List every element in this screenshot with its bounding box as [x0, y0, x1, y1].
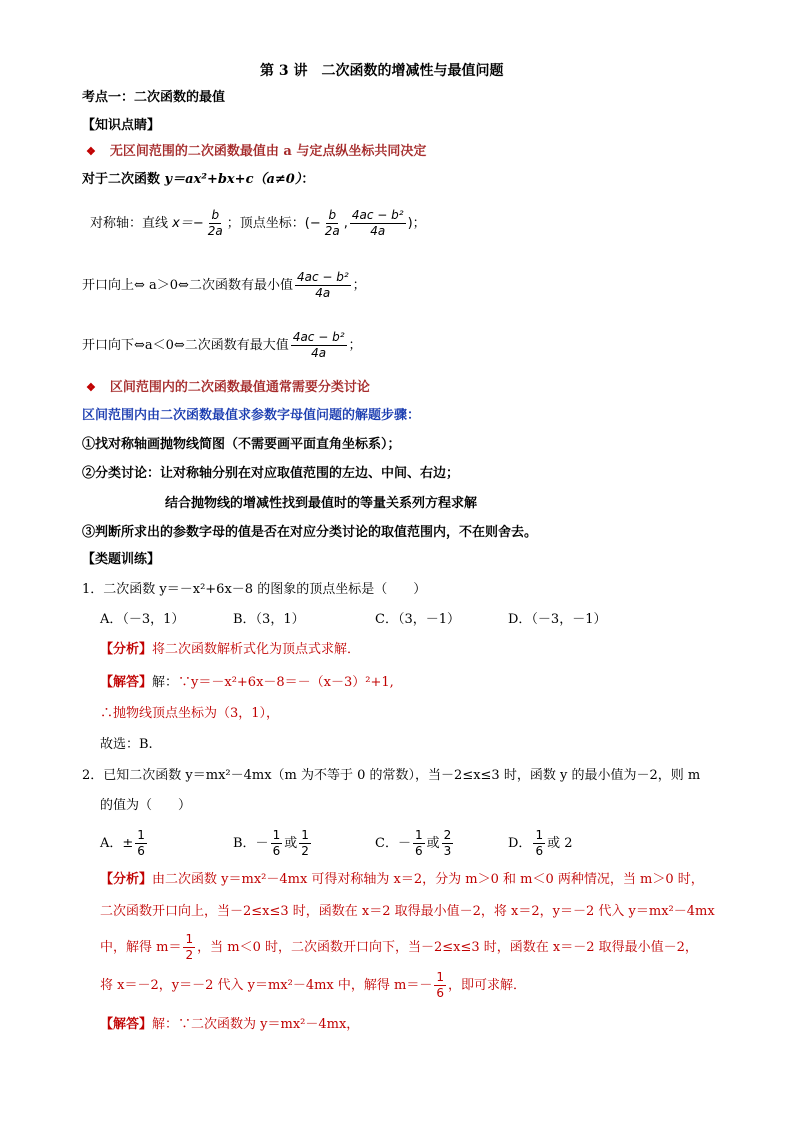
q2-optA-pre: A．±	[100, 836, 134, 851]
point2	[86, 379, 370, 397]
vertex-y-fraction	[350, 208, 406, 239]
open-down-line	[82, 326, 362, 366]
q1-answer-text: ∵y＝－x²+6x－8＝－（x－3）²+1,	[178, 675, 394, 690]
q2-option-a	[100, 826, 149, 862]
open-down-text: 开口向下⇔a＜0⇔二次函数有最大值	[82, 338, 289, 353]
section-leiti: 【类题训练】	[82, 552, 161, 567]
section-zhishi: 【知识点睛】	[82, 118, 161, 133]
q2-analysis-4	[100, 968, 526, 1004]
q2-a4-pre: 将 x＝－2，y＝－2 代入 y＝mx²－4mx 中，解得 m＝－	[100, 978, 433, 993]
q2-option-c	[375, 826, 455, 862]
diamond-bullet-icon: ❖	[86, 145, 96, 158]
q2-optC-frac2	[442, 828, 454, 859]
diamond-bullet-icon: ❖	[86, 381, 96, 394]
open-down-den: 4a	[311, 346, 327, 360]
q2-optD-pre: D．	[508, 836, 532, 851]
point1-text: 无区间范围的二次函数最值由 a 与定点纵坐标共同决定	[109, 144, 427, 159]
q2-answer	[100, 1016, 359, 1034]
q2-optB-num2: 1	[301, 828, 309, 842]
q2-a3-pre: 中，解得 m＝	[100, 940, 182, 955]
q2-a3-post: ，当 m＜0 时，二次函数开口向下，当－2≤x≤3 时，函数在 x＝－2 取得最小值－2，	[197, 940, 698, 955]
point2-text: 区间范围内的二次函数最值通常需要分类讨论	[109, 380, 370, 395]
q2-optB-frac2	[299, 828, 311, 859]
intro-line	[82, 171, 314, 189]
open-up-end: ；	[352, 278, 366, 293]
axis-frac-den: 2a	[207, 224, 223, 238]
q2-stem-2: 的值为（ ）	[100, 798, 192, 813]
axis-frac-num: b	[211, 208, 220, 222]
q2-optD-num: 1	[535, 828, 544, 842]
q2-optD-post: 或 2	[547, 836, 573, 851]
q1-option-c: C．（3，－1）	[375, 612, 460, 627]
axis-x-eq: x＝−	[172, 216, 204, 231]
open-up-text: 开口向上⇔ a＞0⇔二次函数有最小值	[82, 278, 293, 293]
q2-optB-num1: 1	[272, 828, 281, 842]
q2-optA-frac	[135, 828, 147, 859]
q2-optA-den: 6	[137, 844, 145, 858]
step-3: ③判断所求出的参数字母的值是否在对应分类讨论的取值范围内，不在则舍去。	[82, 525, 538, 540]
q2-optD-frac	[533, 828, 545, 859]
vertex-x-num: b	[328, 208, 337, 222]
q1-answer	[100, 674, 394, 692]
q2-answer-text: 解：∵二次函数为 y＝mx²－4mx，	[152, 1017, 360, 1032]
q2-optB-pre: B．－	[233, 836, 269, 851]
vertex-x-fraction	[323, 208, 342, 239]
open-down-fraction	[291, 330, 347, 361]
q2-a3-frac	[183, 932, 195, 963]
answer-tag: 【解答】	[100, 1017, 153, 1032]
vertex-label: ；顶点坐标：	[226, 216, 305, 231]
q2-optC-num1: 1	[414, 828, 423, 842]
q2-a4-den: 6	[436, 986, 444, 1000]
step-2b: 结合抛物线的增减性找到最值时的等量关系列方程求解	[165, 496, 478, 511]
q2-optB-mid: 或	[284, 836, 298, 851]
intro-pre: 对于二次函数	[82, 172, 165, 187]
q2-optC-num2: 2	[443, 828, 452, 842]
q1-stem: 1．二次函数 y＝－x²+6x－8 的图象的顶点坐标是（ ）	[82, 582, 427, 597]
axis-fraction	[206, 208, 225, 239]
kp-title: 考点一：二次函数的最值	[82, 90, 226, 105]
q2-analysis-2: 二次函数开口向上，当－2≤x≤3 时，函数在 x＝2 取得最小值－2，将 x＝2，y＝－2 代入 y＝mx²－4mx	[100, 904, 715, 919]
q1-option-a: A．（－3，1）	[100, 612, 185, 627]
q2-optB-den1: 6	[272, 844, 281, 858]
q2-a4-post: ，即可求解．	[448, 978, 527, 993]
q2-optA-num: 1	[137, 828, 145, 842]
q1-choose: 故选：B.	[100, 737, 153, 752]
q1-line2: ∴抛物线顶点坐标为（3，1），	[100, 706, 280, 721]
q2-option-d	[508, 826, 572, 862]
point1	[86, 143, 426, 161]
q2-analysis-3	[100, 930, 698, 966]
axis-label: 对称轴：直线	[90, 216, 169, 231]
open-up-line	[82, 266, 366, 306]
q2-analysis-1	[100, 871, 704, 889]
step-2: ②分类讨论：让对称轴分别在对应取值范围的左边、中间、右边；	[82, 466, 460, 481]
q2-optC-frac1	[413, 828, 425, 859]
step-1: ①找对称轴画抛物线简图（不需要画平面直角坐标系）；	[82, 437, 401, 452]
q2-option-b	[233, 826, 313, 862]
q2-a3-den: 2	[185, 948, 194, 962]
q2-a4-num: 1	[436, 970, 444, 984]
q1-analysis	[100, 641, 360, 659]
analysis-tag: 【分析】	[100, 642, 153, 657]
q1-analysis-text: 将二次函数解析式化为顶点式求解．	[152, 642, 361, 657]
intro-post: ：	[301, 172, 315, 187]
q1-answer-pre: 解：	[152, 675, 179, 690]
q2-analysis-text-1: 由二次函数 y＝mx²－4mx 可得对称轴为 x＝2，分为 m＞0 和 m＜0 两种情况，当 m＞0 时，	[152, 872, 704, 887]
open-up-fraction	[295, 270, 351, 301]
q1-option-b: B．（3，1）	[233, 612, 305, 627]
q2-stem-1: 2．已知二次函数 y＝mx²－4mx（m 为不等于 0 的常数），当－2≤x≤3 时，函数 y 的最小值为－2，则 m	[82, 768, 701, 783]
steps-title: 区间范围内由二次函数最值求参数字母值问题的解题步骤：	[82, 408, 421, 423]
open-up-den: 4a	[315, 286, 331, 300]
q2-optC-den2: 3	[443, 844, 452, 858]
q2-optB-frac1	[271, 828, 283, 859]
page-title: 第 3 讲 二次函数的增减性与最值问题	[260, 63, 504, 79]
intro-formula: y＝ax²+bx+c（a≠0）	[164, 172, 302, 187]
q2-optD-den: 6	[535, 844, 544, 858]
q2-optC-den1: 6	[414, 844, 423, 858]
open-down-end: ；	[348, 338, 362, 353]
q1-option-d: D．（－3，－1）	[508, 612, 607, 627]
open-up-num: 4ac − b²	[296, 270, 349, 284]
vertex-x-den: 2a	[324, 224, 340, 238]
axis-end: ；	[412, 216, 426, 231]
q2-optC-pre: C．－	[375, 836, 411, 851]
analysis-tag: 【分析】	[100, 872, 153, 887]
q2-a4-frac	[434, 970, 446, 1001]
vertex-y-den: 4a	[370, 224, 386, 238]
answer-tag: 【解答】	[100, 675, 153, 690]
vertex-y-num: 4ac − b²	[351, 208, 404, 222]
vertex-neg: −	[309, 216, 321, 231]
open-down-num: 4ac − b²	[292, 330, 345, 344]
axis-vertex-line: 对称轴：直线 x＝− $\frac{b}{2a}$ ；顶点坐标：(− $\frac{b}{2a}$ , $\frac{\text{4ac − b²}}{4a}$ )；	[90, 208, 426, 238]
q2-a3-num: 1	[185, 932, 194, 946]
q2-optB-den2: 2	[301, 844, 309, 858]
q2-optC-mid: 或	[426, 836, 440, 851]
